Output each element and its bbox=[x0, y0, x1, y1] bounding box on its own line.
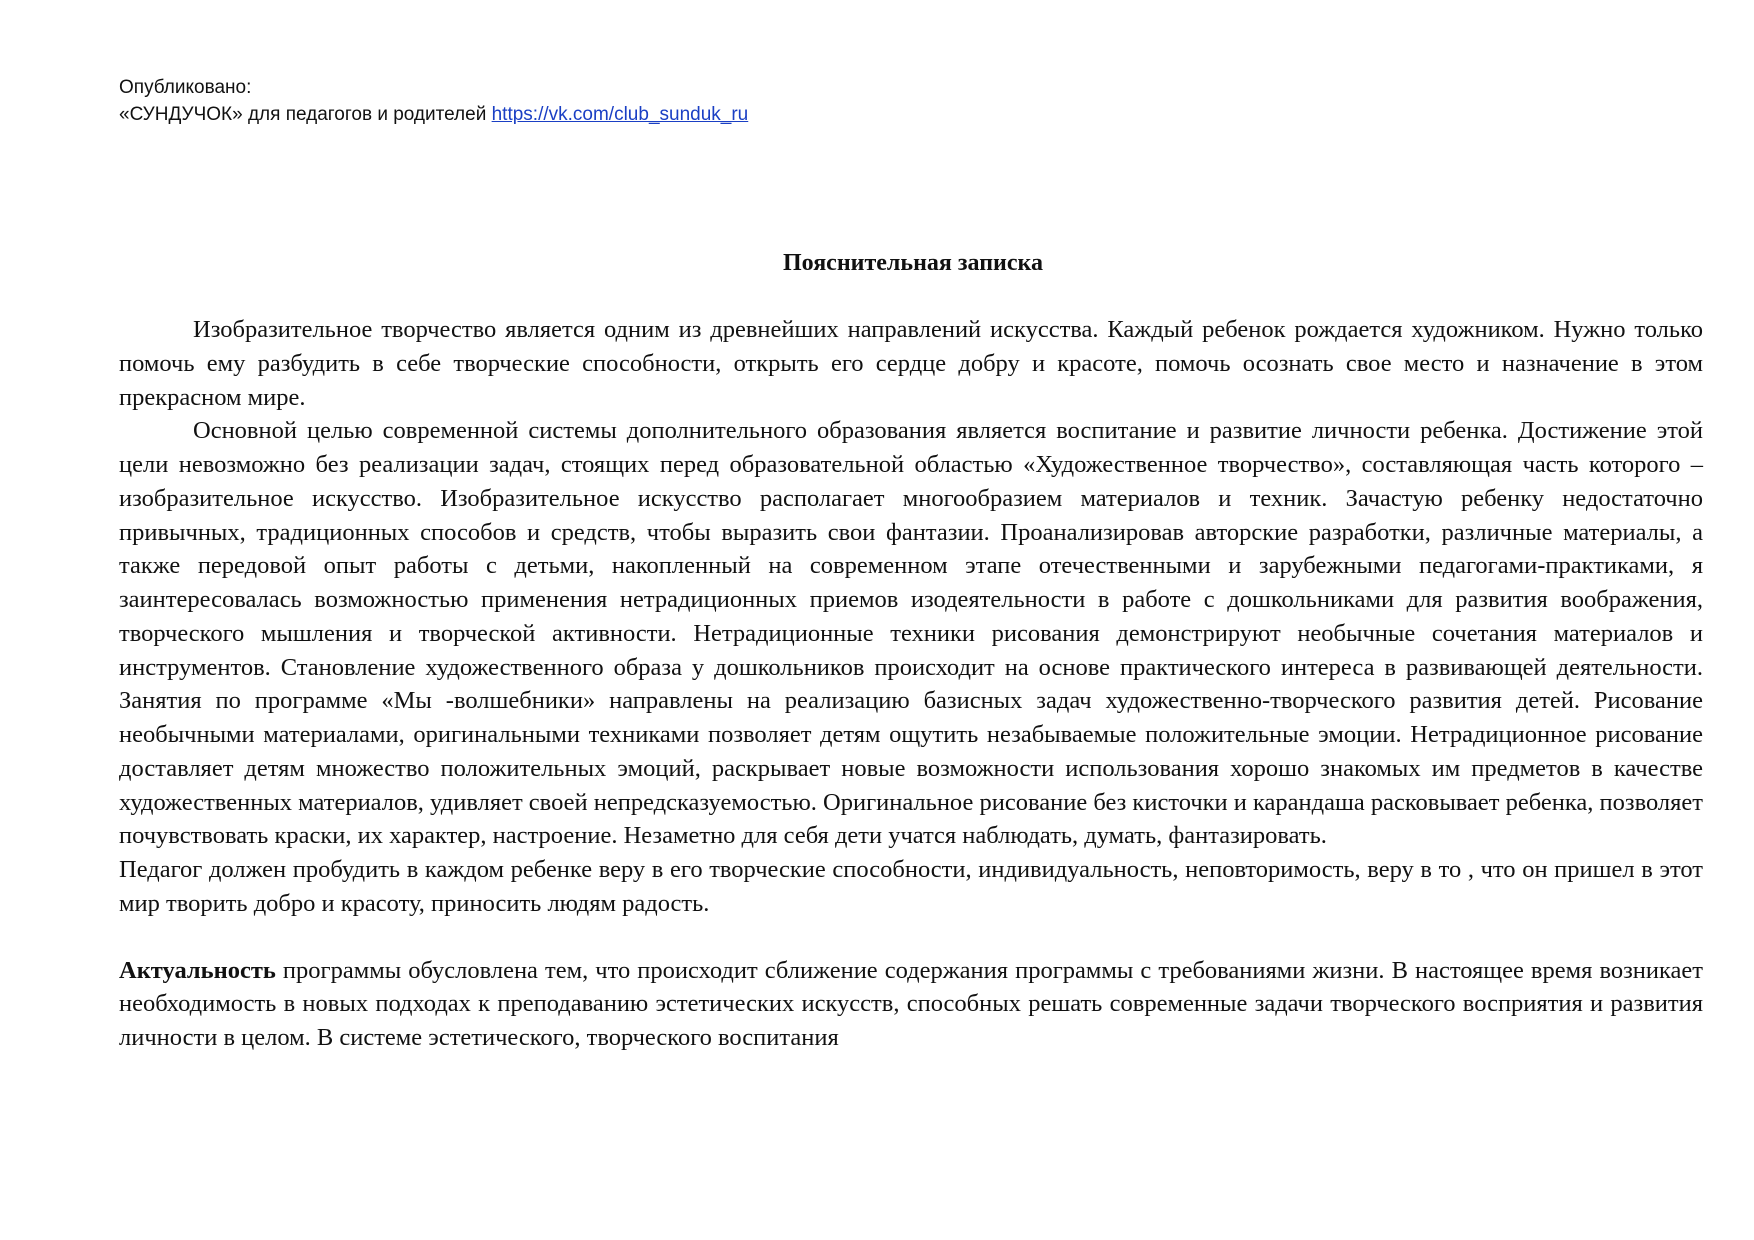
paragraph-intro: Изобразительное творчество является одним из древнейших направлений искусства. Каждый ребенок рождается художником. Нужно только помочь ему разбудить в себе творческие способности, открыть его сердце добру и красоте, помочь осознать свое место и назначение в этом прекрасном мире. bbox=[119, 316, 1703, 411]
publisher-line bbox=[119, 101, 748, 128]
published-label: Опубликовано: bbox=[119, 77, 252, 98]
document-title: Пояснительная записка bbox=[782, 250, 1043, 276]
publisher-link[interactable]: https://vk.com/club_sunduk_ru bbox=[491, 104, 749, 125]
paragraph-main-goal: Основной целью современной системы дополнительного образования является воспитание и развитие личности ребенка. Достижение этой цели невозможно без реализации задач, стоящих перед образовательной областью «Художественное творчество», составляющая часть которого – изобразительное искусство. Изобразительное искусство располагает многообразием материалов и техник. Зачастую ребенку недостаточно привычных, традиционных способов и средств, чтобы выразить свои фантазии. Проанализировав авторские разработки, различные материалы, а также передовой опыт работы с детьми, накопленный на современном этапе отечественными и зарубежными педагогами-практиками, я заинтересовалась возможностью применения нетрадиционных приемов изодеятельности в работе с дошкольниками для развития воображения, творческого мышления и творческой активности. Нетрадиционные техники рисования демонстрируют необычные сочетания материалов и инструментов. Становление художественного образа у дошкольников происходит на основе практического интереса в развивающей деятельности. Занятия по программе «Мы -волшебники» направлены на реализацию базисных задач художественно-творческого развития детей. Рисование необычными материалами, оригинальными техниками позволяет детям ощутить незабываемые положительные эмоции. Нетрадиционное рисование доставляет детям множество положительных эмоций, раскрывает новые возможности использования хорошо знакомых им предметов в качестве художественных материалов, удивляет своей непредсказуемостью. Оригинальное рисование без кисточки и карандаша расковывает ребенка, позволяет почувствовать краски, их характер, настроение. Незаметно для себя дети учатся наблюдать, думать, фантазировать. bbox=[119, 417, 1703, 850]
relevance-text: программы обусловлена тем, что происходит сближение содержания программы с требованиями жизни. В настоящее время возникает необходимость в новых подходах к преподаванию эстетических искусств, способных решать современные задачи творческого восприятия и развития личности в целом. В системе эстетического, творческого воспитания bbox=[119, 956, 1703, 1051]
relevance-heading: Актуальность bbox=[119, 956, 276, 984]
document-body bbox=[119, 313, 1703, 1055]
publication-info bbox=[119, 74, 748, 128]
publisher-text: «СУНДУЧОК» для педагогов и родителей bbox=[119, 104, 487, 125]
paragraph-relevance bbox=[119, 954, 1703, 1055]
paragraph-teacher: Педагог должен пробудить в каждом ребенке веру в его творческие способности, индивидуальность, неповторимость, веру в то , что он пришел в этот мир творить добро и красоту, приносить людям радость. bbox=[119, 856, 1703, 917]
